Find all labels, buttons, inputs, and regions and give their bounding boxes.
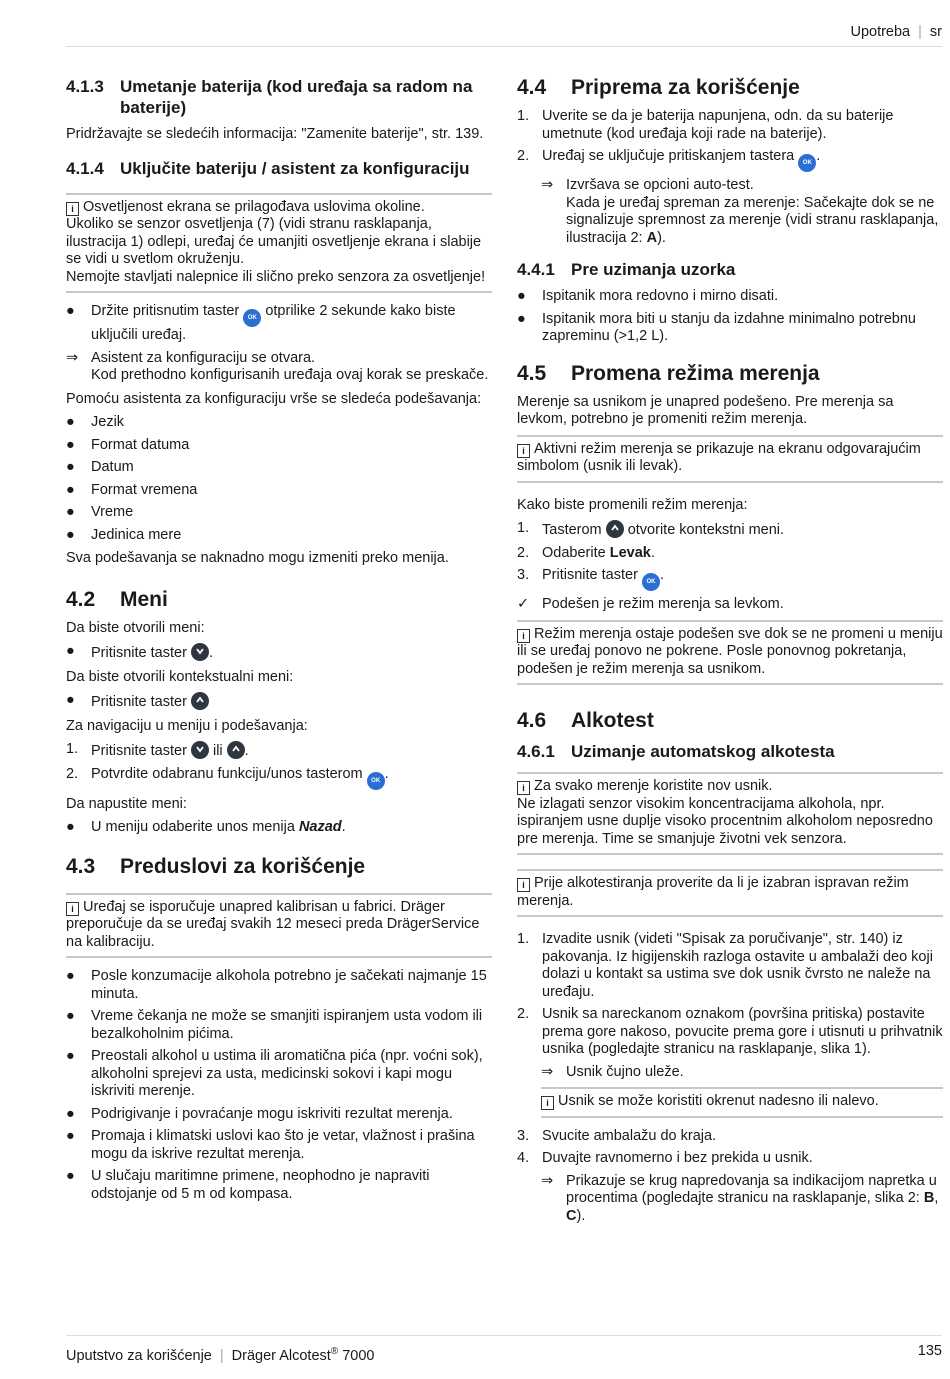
step-mode-1: 1. Tasterom otvorite kontekstni meni.: [517, 520, 785, 538]
info-icon: i: [66, 202, 79, 216]
info-icon: i: [66, 902, 79, 916]
heading-4-4: 4.4 Priprema za korišćenje: [517, 76, 800, 99]
note-orientation: i Usnik se može koristiti okrenut nadesno ili nalevo.: [541, 1087, 943, 1118]
ok-button-icon: OK: [798, 154, 816, 172]
step-test-4: 4. Duvajte ravnomerno i bez prekida u usnik.: [517, 1150, 813, 1166]
list-item: ● Ispitanik mora biti u stanju da izdahne minimalno potrebnu zapreminu (>1,2 L).: [517, 310, 916, 344]
battery-info: Pridržavajte se sledećih informacija: "Zamenite baterije", str. 139.: [66, 126, 484, 142]
prerequisites-list: [66, 968, 492, 1203]
result-progress: ⇒ Prikazuje se krug napredovanja sa indikacijom napretka u procentima (pogledajte stranicu na rasklapanje, slika 2: B, C).: [541, 1172, 939, 1224]
header-rule: [66, 46, 942, 47]
result-click: ⇒ Usnik čujno uleže.: [541, 1063, 684, 1080]
settings-list: [66, 414, 492, 544]
step-nav-2: 2. Potvrdite odabranu funkciju/unos tasterom OK .: [66, 766, 492, 790]
step-prep-2: 2. Uređaj se uključuje pritiskanjem tastera OK .: [517, 148, 943, 172]
step-open-context: ● Pritisnite taster: [66, 692, 492, 712]
step-mode-2: 2. Odaberite Levak.: [517, 544, 655, 561]
list-item: ● Format vremena: [66, 481, 198, 498]
up-button-icon: [227, 741, 245, 759]
heading-4-2: 4.2 Meni: [66, 587, 168, 611]
heading-4-5: 4.5 Promena režima merenja: [517, 361, 820, 385]
footer-doc: Uputstvo za korišćenje: [66, 1347, 212, 1364]
note-mouthpiece: i Za svako merenje koristite nov usnik. Ne izlagati senzor visokim koncentracijama alkohola, npr. ispiranjem usne duplje visoko procentnim alkoholom neposredno pre merenja. Time se smanjuje životni vek senzora.: [517, 772, 943, 855]
info-icon: i: [517, 444, 530, 458]
header-section: Upotreba: [850, 24, 911, 40]
info-icon: i: [517, 629, 530, 643]
heading-4-6: 4.6 Alkotest: [517, 709, 654, 732]
step-mode-3: 3. Pritisnite taster OK .: [517, 567, 943, 591]
step-prep-1: 1. Uverite se da je baterija napunjena, odn. da su baterije umetnute (kod uređaja koji rade na baterije).: [517, 108, 894, 142]
list-item: ● Vreme čekanja ne može se smanjiti ispiranjem usta vodom ili bezalkoholnim pićima.: [66, 1008, 483, 1042]
result-mode-set: ✓ Podešen je režim merenja sa levkom.: [517, 596, 784, 612]
right-column: 4.4 Priprema za korišćenje 1. Uverite se da je baterija napunjena, odn. da su baterije umetnute (kod uređaja koji rade na baterije). 2. Uređaj se uključuje pritiskanjem tastera OK . ⇒ Izvršava se opcioni auto-test. Kada je uređaj spreman za merenje: Sačekajte dok se ne signalizuje spremnost za merenje (vidi stranu rasklapanja, ilustracija 2: A). 4.4.1 Pre uzimanja uzorka ● Ispitanik mora redovno i mirno disati. ● Ispitanik mora biti u stanju da izdahne minimalno potrebnu zapreminu (>1,2 L). 4.5 Promena režima merenja Merenje sa usnikom je unapred podešeno. Pre merenja sa levkom, potrebno je promeniti režim merenja. i Aktivni režim merenja se prikazuje na ekranu odgovarajućim simbolom (usnik ili levak). Kako biste promenili režim merenja: 1. Tasterom otvorite kontekstni meni. 2. Odaberite Levak. 3. Pritisnite taster OK . ✓ Podešen je režim merenja sa levkom. i Režim merenja ostaje podešen sve dok se ne promeni u meniju ili se uređaj ponovo ne pokrene. Posle ponovnog pokretanja, podešen je režim merenja sa usnikom. 4.6 Alkotest 4.6.1 Uzimanje automatskog alkotesta i Za svako merenje koristite nov usnik. Ne izlagati senzor visokim koncentracijama alkohola, npr. ispiranjem usne duplje visoko procentnim alkoholom neposredno pre merenja. Time se smanjuje životni vek senzora. i Prije alkotestiranja proverite da li je izabran ispravan režim merenja. 1. Izvadite usnik (videti "Spisak za poručivanje", str. 140) iz pakovanja. Iz higijenskih razloga ostavite u ambalaži deo koji dolazi u kontakt sa ustima sve dok usnik čvrsto ne naleže na uređaju. 2. Usnik sa nareckanom oznakom (površina pritiska) postavite prema gore nakoso, povucite prema gore i utisnuti u prihvatnik usnika (pogledajte stranicu na rasklapanje, slika 1). ⇒ Usnik čujno uleže. i Usnik se može koristiti okrenut nadesno ili nalevo. 3. Svucite ambalažu do kraja. 4. Duvajte ravnomerno i bez prekida u usnik. ⇒ Prikazuje se krug napredovanja sa indikacijom napretka u procentima (pogledajte stranicu na rasklapanje, slika 2: B, C).: [517, 76, 943, 1224]
list-item: ● Format datuma: [66, 436, 190, 453]
note-brightness: i Osvetljenost ekrana se prilagođava uslovima okoline. Ukoliko se senzor osvetljenja (7) (vidi stranu rasklapanja, ilustracija 1) odlepi, uređaj će umanjiti osvetljenje ekrana i slabije se vidi u svetlom okruženju. Nemojte stavljati nalepnice ili slično preko senzora za osvetljenje!: [66, 193, 492, 294]
step-open-menu: ● Pritisnite taster .: [66, 643, 213, 661]
header-lang: sr: [929, 24, 942, 40]
check-icon: ✓: [517, 596, 530, 612]
assistant-intro: Pomoću asistenta za konfiguraciju vrše se sledeća podešavanja:: [66, 390, 482, 407]
up-button-icon: [606, 520, 624, 538]
page-header: Upotreba | sr: [850, 24, 942, 40]
ok-button-icon: OK: [367, 772, 385, 790]
info-icon: i: [517, 781, 530, 795]
heading-4-1-3: 4.1.3 Umetanje baterija (kod uređaja sa radom na baterije): [66, 77, 473, 117]
page-footer: Uputstvo za korišćenje | Dräger Alcotest® 7000 135: [66, 1343, 942, 1364]
list-item: ● Ispitanik mora redovno i mirno disati.: [517, 288, 779, 304]
info-icon: i: [517, 878, 530, 892]
ok-button-icon: OK: [642, 573, 660, 591]
settings-outro: Sva podešavanja se naknadno mogu izmeniti preko menija.: [66, 550, 449, 566]
note-calibration: i Uređaj se isporučuje unapred kalibrisan u fabrici. Dräger preporučuje da se uređaj svakih 12 meseci preda DrägerService na kalibraciju.: [66, 893, 492, 959]
list-item: ● Jezik: [66, 414, 125, 430]
list-item: ● Datum: [66, 459, 134, 475]
heading-4-3: 4.3 Preduslovi za korišćenje: [66, 854, 366, 878]
left-column: 4.1.3 Umetanje baterija (kod uređaja sa radom na baterije) Pridržavajte se sledećih informacija: "Zamenite baterije", str. 139. 4.1.4 Uključite bateriju / asistent za konfiguraciju i Osvetljenost ekrana se prilagođava uslovima okoline. Ukoliko se senzor osvetljenja (7) (vidi stranu rasklapanja, ilustracija 1) odlepi, uređaj će umanjiti osvetljenje ekrana i slabije se vidi u svetlom okruženju. Nemojte stavljati nalepnice ili slično preko senzora za osvetljenje! ● Držite pritisnutim taster OK otprilike 2 sekunde kako biste uključili uređaj. ⇒ Asistent za konfiguraciju se otvara. Kod prethodno konfigurisanih uređaja ovaj korak se preskače. Pomoću asistenta za konfiguraciju vrše se sledeća podešavanja: ● Jezik ● Format datuma ● Datum ● Format vremena ● Vreme ● Jedinica mere Sva podešavanja se naknadno mogu izmeniti preko menija. 4.2 Meni Da biste otvorili meni: ● Pritisnite taster . Da biste otvorili kontekstualni meni: ● Pritisnite taster Za navigaciju u meniju i podešavanja: 1. Pritisnite taster ili . 2. Potvrdite odabranu funkciju/unos tasterom OK . Da napustite meni: ● U meniju odaberite unos menija Nazad. 4.3 Preduslovi za korišćenje i Uređaj se isporučuje unapred kalibrisan u fabrici. Dräger preporučuje da se uređaj svakih 12 meseci preda DrägerService na kalibraciju. ● Posle konzumacije alkohola potrebno je sačekati najmanje 15 minuta. ● Vreme čekanja ne može se smanjiti ispiranjem usta vodom ili bezalkoholnim pićima. ● Preostali alkohol u ustima ili aromatična pića (npr. voćni sok), alkoholni sprejevi za usta, medicinski sokovi i kapi mogu iskriviti merenje. ● Podrigivanje i povraćanje mogu iskriviti rezultat merenja. ● Promaja i klimatski uslovi kao što je vetar, vlažnost i prašina mogu da iskrive rezultat merenja. ● U slučaju maritimne primene, neophodno je napraviti odstojanje od 5 m od kompasa.: [66, 76, 492, 1209]
result-autotest: ⇒ Izvršava se opcioni auto-test. Kada je uređaj spreman za merenje: Sačekajte dok se ne signalizuje spremnost za merenje (vidi stranu rasklapanja, ilustracija 2: A).: [541, 177, 939, 246]
step-test-3: 3. Svucite ambalažu do kraja.: [517, 1127, 717, 1144]
step-exit: ● U meniju odaberite unos menija Nazad.: [66, 819, 346, 835]
step-hold-ok: ● Držite pritisnutim taster OK otprilike 2 sekunde kako biste uključili uređaj.: [66, 303, 456, 343]
note-check-mode: i Prije alkotestiranja proverite da li je izabran ispravan režim merenja.: [517, 869, 943, 917]
list-item: ● Vreme: [66, 504, 134, 520]
info-icon: i: [541, 1096, 554, 1110]
down-button-icon: [191, 741, 209, 759]
heading-4-1-4: 4.1.4 Uključite bateriju / asistent za konfiguraciju: [66, 158, 470, 178]
page-number: 135: [917, 1343, 942, 1359]
list-item: ● Jedinica mere: [66, 526, 182, 543]
heading-4-4-1: 4.4.1 Pre uzimanja uzorka: [517, 260, 736, 279]
footer-product: Dräger Alcotest: [231, 1347, 331, 1364]
list-item: ● Posle konzumacije alkohola potrebno je sačekati najmanje 15 minuta.: [66, 968, 487, 1002]
list-item: ● Preostali alkohol u ustima ili aromatična pića (npr. voćni sok), alkoholni sprejevi za usta, medicinski sokovi i kapi mogu iskriviti merenje.: [66, 1048, 483, 1099]
footer-rule: [66, 1335, 942, 1336]
down-button-icon: [191, 643, 209, 661]
note-mode-persist: i Režim merenja ostaje podešen sve dok se ne promeni u meniju ili se uređaj ponovo ne pokrene. Posle ponovnog pokretanja, podešen je režim merenja sa usnikom.: [517, 620, 943, 686]
ok-button-icon: OK: [243, 309, 261, 327]
step-nav-1: 1. Pritisnite taster ili .: [66, 741, 249, 759]
step-test-1: 1. Izvadite usnik (videti "Spisak za poručivanje", str. 140) iz pakovanja. Iz higijenskih razloga ostavite u ambalaži deo koji dolazi u kontakt sa ustima sve dok usnik čvrsto ne naleže na uređaju.: [517, 931, 933, 1000]
step-test-2: 2. Usnik sa nareckanom oznakom (površina pritiska) postavite prema gore nakoso, povucite prema gore i utisnuti u prihvatnik usnika (pogledajte stranicu na rasklapanje, slika 1).: [517, 1006, 943, 1057]
up-button-icon: [191, 692, 209, 710]
note-active-mode: i Aktivni režim merenja se prikazuje na ekranu odgovarajućim simbolom (usnik ili levak).: [517, 435, 943, 483]
list-item: ● U slučaju maritimne primene, neophodno je napraviti odstojanje od 5 m od kompasa.: [66, 1168, 430, 1202]
list-item: ● Podrigivanje i povraćanje mogu iskriviti rezultat merenja.: [66, 1105, 453, 1122]
list-item: ● Promaja i klimatski uslovi kao što je vetar, vlažnost i prašina mogu da iskrive rezultat merenja.: [66, 1128, 475, 1162]
result-assistant: ⇒ Asistent za konfiguraciju se otvara. Kod prethodno konfigurisanih uređaja ovaj korak se preskače.: [66, 349, 489, 383]
heading-4-6-1: 4.6.1 Uzimanje automatskog alkotesta: [517, 742, 835, 761]
footer-model: 7000: [342, 1347, 375, 1364]
